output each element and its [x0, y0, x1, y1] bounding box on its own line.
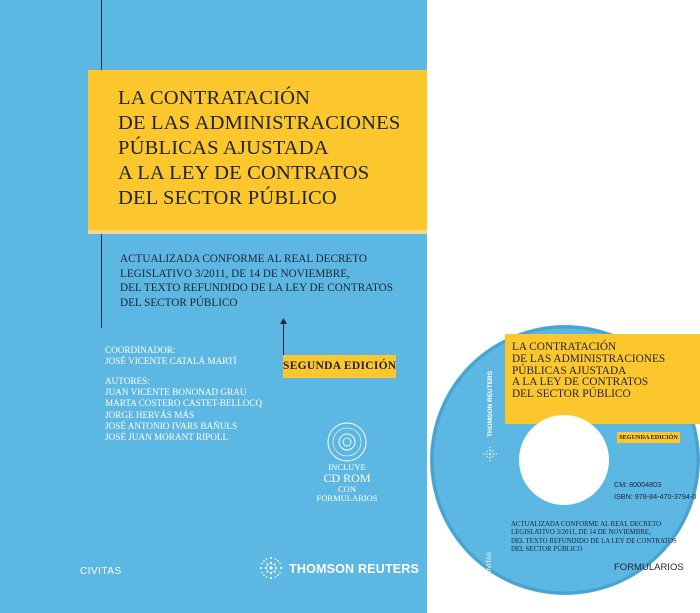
imprint-label: CIVITAS — [80, 566, 122, 577]
thomson-reuters-logo-icon — [258, 555, 284, 581]
subtitle-line: ACTUALIZADA CONFORME AL REAL DECRETO — [120, 253, 367, 265]
author-name: MARTA COSTERO CASTET-BELLOCQ — [105, 398, 263, 409]
disc-publisher-vertical: THOMSON REUTERS — [487, 370, 494, 437]
cd-line: FORMULARIOS — [316, 493, 378, 503]
title-line: DE LAS ADMINISTRACIONES — [118, 112, 401, 134]
publisher-label: THOMSON REUTERS — [289, 562, 420, 576]
title-line: A LA LEY DE CONTRATOS — [118, 162, 370, 184]
cd-line: CD ROM — [323, 471, 371, 485]
disc-codes — [614, 479, 696, 502]
coordinator-label: COORDINADOR: — [105, 345, 176, 355]
disc-subtitle — [511, 521, 677, 555]
disc-cm-code: CM: 80004803 — [614, 480, 662, 489]
author-name: JORGE HERVÁS MÁS — [105, 409, 195, 420]
coordinator-name: JOSÉ VICENTE CATALÁ MARTÍ — [105, 356, 237, 367]
edition-badge: SEGUNDA EDICIÓN — [283, 355, 396, 378]
cd-line: INCLUYE — [328, 462, 366, 472]
vertical-rule-right — [283, 323, 284, 358]
title-line: DEL SECTOR PÚBLICO — [118, 187, 337, 209]
coordinator-block — [105, 345, 237, 367]
title-box — [88, 70, 427, 234]
disc-isbn: ISBN: 978-84-470-3794-0 — [614, 491, 697, 501]
cd-line: CON — [338, 484, 356, 494]
disc-title-line: PÚBLICAS AJUSTADA — [512, 364, 627, 377]
author-name: JOSÉ ANTONIO IVARS BAÑULS — [105, 420, 238, 431]
disc-subtitle-line: LEGISLATIVO 3/2011, DE 14 DE NOVIEMBRE, — [511, 529, 651, 537]
disc-contents-label: FORMULARIOS — [614, 562, 684, 573]
disc-title-line: A LA LEY DE CONTRATOS — [512, 376, 649, 389]
authors-label: AUTORES: — [105, 376, 150, 386]
disc-imprint-vertical: CIVITAS — [487, 552, 493, 575]
disc-title-line: DEL SECTOR PÚBLICO — [512, 388, 631, 401]
subtitle-line: LEGISLATIVO 3/2011, DE 14 DE NOVIEMBRE, — [120, 267, 350, 280]
vertical-rule-left — [101, 230, 102, 328]
subtitle-line: DEL SECTOR PÚBLICO — [120, 296, 238, 309]
title-line: PÚBLICAS AJUSTADA — [118, 137, 329, 159]
disc-subtitle-line: DEL SECTOR PÚBLICO — [511, 546, 583, 554]
cd-rom-icon — [326, 421, 368, 463]
disc-title-line: DE LAS ADMINISTRACIONES — [512, 352, 666, 365]
cd-rom-label — [310, 463, 384, 503]
disc-edition-badge: SEGUNDA EDICIÓN — [617, 432, 680, 443]
disc-center-hole — [519, 415, 609, 505]
book-subtitle — [120, 252, 393, 310]
authors-block — [105, 376, 262, 443]
disc-thomson-reuters-logo-icon — [482, 446, 498, 462]
disc-title — [512, 342, 665, 401]
disc-title-line: LA CONTRATACIÓN — [512, 341, 617, 353]
subtitle-line: DEL TEXTO REFUNDIDO DE LA LEY DE CONTRATOS — [120, 282, 393, 294]
author-name: JUAN VICENTE BONONAD GRAU — [105, 387, 247, 398]
disc-subtitle-line: DEL TEXTO REFUNDIDO DE LA LEY DE CONTRATOS — [511, 537, 677, 545]
title-line: LA CONTRATACIÓN — [118, 87, 311, 109]
arrow-up-icon — [280, 318, 287, 325]
disc-subtitle-line: ACTUALIZADA CONFORME AL REAL DECRETO — [511, 521, 662, 528]
author-name: JOSÉ JUAN MORANT RIPOLL — [105, 432, 229, 443]
vertical-rule-top — [101, 0, 102, 70]
